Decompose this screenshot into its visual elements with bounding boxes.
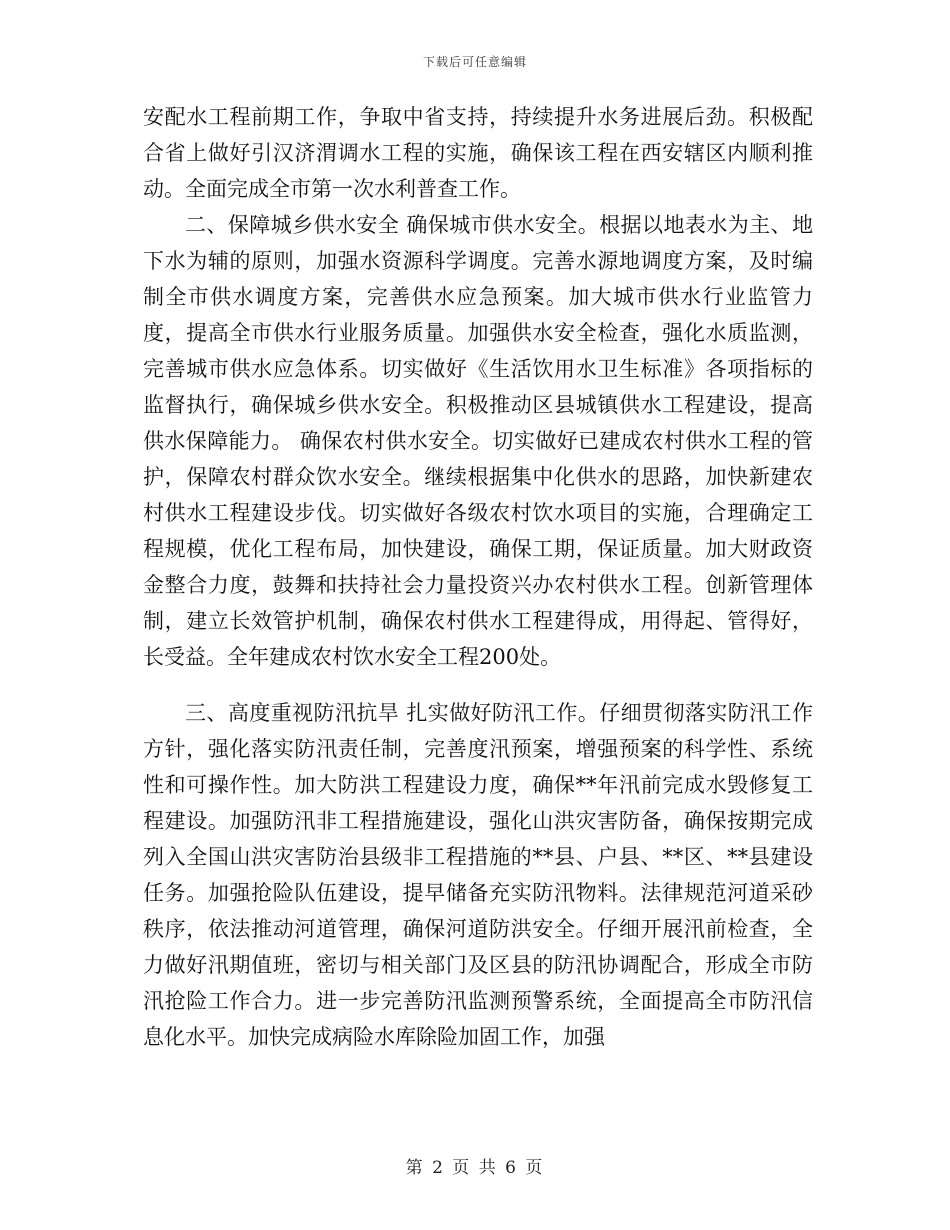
- paragraph-flood-control: 三、高度重视防汛抗旱 扎实做好防汛工作。仔细贯彻落实防汛工作方针，强化落实防汛责任制，完善度汛预案，增强预案的科学性、系统性和可操作性。加大防洪工程建设力度，确保**年汛前完成水毁修复工程建设。加强防汛非工程措施建设，强化山洪灾害防备，确保按期完成列入全国山洪灾害防治县级非工程措施的**县、户县、**区、**县建设任务。加强抢险队伍建设，提早储备充实防汛物料。法律规范河道采砂秩序，依法推动河道管理，确保河道防洪安全。仔细开展汛前检查，全力做好汛期值班，密切与相关部门及区县的防汛协调配合，形成全市防汛抢险工作合力。进一步完善防汛监测预警系统，全面提高全市防汛信息化水平。加快完成病险水库除险加固工作，加强: [143, 701, 813, 1049]
- document-body: [143, 99, 813, 1055]
- paragraph-water-supply: 二、保障城乡供水安全 确保城市供水安全。根据以地表水为主、地下水为辅的原则，加强水资源科学调度。完善水源地调度方案，及时编制全市供水调度方案，完善供水应急预案。加大城市供水行业监管力度，提高全市供水行业服务质量。加强供水安全检查，强化水质监测，完善城市供水应急体系。切实做好《生活饮用水卫生标准》各项指标的监督执行，确保城乡供水安全。积极推动区县城镇供水工程建设，提高供水保障能力。 确保农村供水安全。切实做好已建成农村供水工程的管护，保障农村群众饮水安全。继续根据集中化供水的思路，加快新建农村供水工程建设步伐。切实做好各级农村饮水项目的实施，合理确定工程规模，优化工程布局，加快建设，确保工期，保证质量。加大财政资金整合力度，鼓舞和扶持社会力量投资兴办农村供水工程。创新管理体制，建立长效管护机制，确保农村供水工程建得成，用得起、管得好，长受益。全年建成农村饮水安全工程200处。: [143, 213, 813, 669]
- page-number: 第 2 页 共 6 页: [405, 1158, 545, 1178]
- paragraph-continuation: 安配水工程前期工作，争取中省支持，持续提升水务进展后劲。积极配合省上做好引汉济渭调水工程的实施，确保该工程在西安辖区内顺利推动。全面完成全市第一次水利普查工作。: [143, 105, 813, 201]
- page-header: 下载后可任意编辑: [422, 55, 527, 69]
